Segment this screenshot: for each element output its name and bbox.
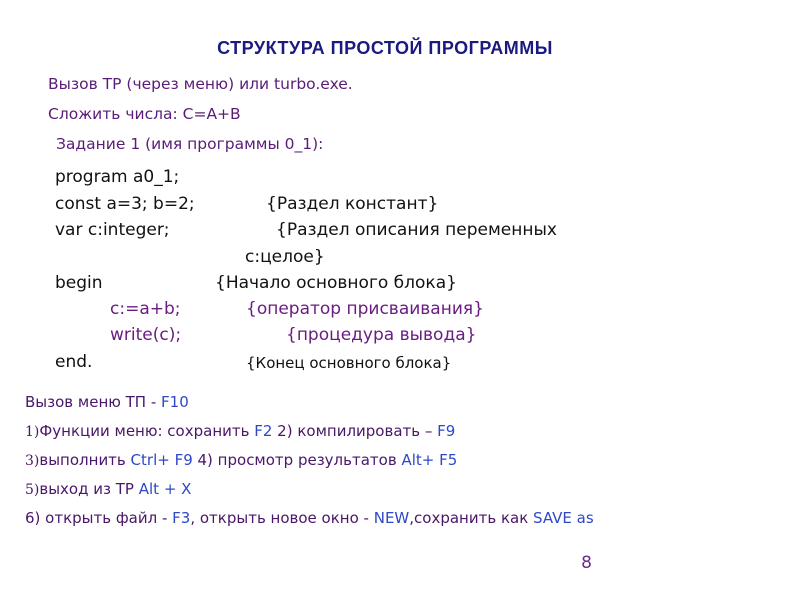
intro-line-sum: Сложить числа: C=A+B [48, 105, 241, 123]
page-title: СТРУКТУРА ПРОСТОЙ ПРОГРАММЫ [217, 38, 553, 58]
menu-row-2-text: выполнить [39, 451, 131, 469]
code-comment-var: {Раздел описания переменных [276, 220, 557, 240]
intro-line-task: Задание 1 (имя программы 0_1): [56, 135, 324, 153]
item-number-1: 1) [25, 424, 40, 440]
key-new: NEW [373, 509, 410, 527]
menu-row-4-text-2: , открыть новое окно - [190, 509, 374, 527]
code-line-end: end. [55, 352, 93, 372]
menu-row-4 [25, 509, 594, 527]
menu-row-4-text-3: ,сохранить как [409, 509, 534, 527]
code-comment-begin: {Начало основного блока} [215, 273, 457, 293]
key-ctrl-f9: Ctrl+ F9 [130, 451, 193, 469]
key-save-as: SAVE as [533, 509, 594, 527]
menu-row-2 [25, 451, 457, 469]
key-alt-x: Alt + X [138, 480, 192, 498]
key-f2: F2 [254, 422, 273, 440]
item-number-3: 3) [25, 453, 40, 469]
key-f9: F9 [437, 422, 456, 440]
page-number: 8 [581, 553, 592, 573]
code-line-assign: c:=a+b; [110, 299, 181, 319]
code-line-begin: begin [55, 273, 103, 293]
code-line-const: const a=3; b=2; [55, 194, 195, 214]
code-comment-end: {Конец основного блока} [246, 354, 452, 372]
code-comment-const: {Раздел констант} [266, 194, 439, 214]
code-line-write: write(c); [110, 325, 182, 345]
code-comment-assign: {оператор присваивания} [246, 299, 484, 319]
menu-call-line [25, 393, 189, 411]
menu-row-3 [25, 480, 191, 498]
menu-row-4-text: 6) открыть файл - [25, 509, 173, 527]
code-comment-var-cont: c:целое} [245, 247, 325, 267]
menu-row-1-text-2: 2) компилировать – [272, 422, 438, 440]
key-alt-f5: Alt+ F5 [401, 451, 458, 469]
menu-row-2-text-2: 4) просмотр результатов [192, 451, 402, 469]
code-line-var: var c:integer; [55, 220, 170, 240]
code-line-program: program a0_1; [55, 167, 180, 187]
menu-row-1-text: Функции меню: сохранить [39, 422, 255, 440]
key-f10: F10 [161, 393, 189, 411]
intro-line-call: Вызов ТР (через меню) или turbo.exe. [48, 75, 353, 93]
key-f3: F3 [172, 509, 191, 527]
item-number-5: 5) [25, 482, 40, 498]
code-comment-write: {процедура вывода} [286, 325, 477, 345]
menu-call-text: Вызов меню ТП - [25, 393, 162, 411]
menu-row-1 [25, 422, 455, 440]
menu-row-3-text: выход из ТР [39, 480, 139, 498]
